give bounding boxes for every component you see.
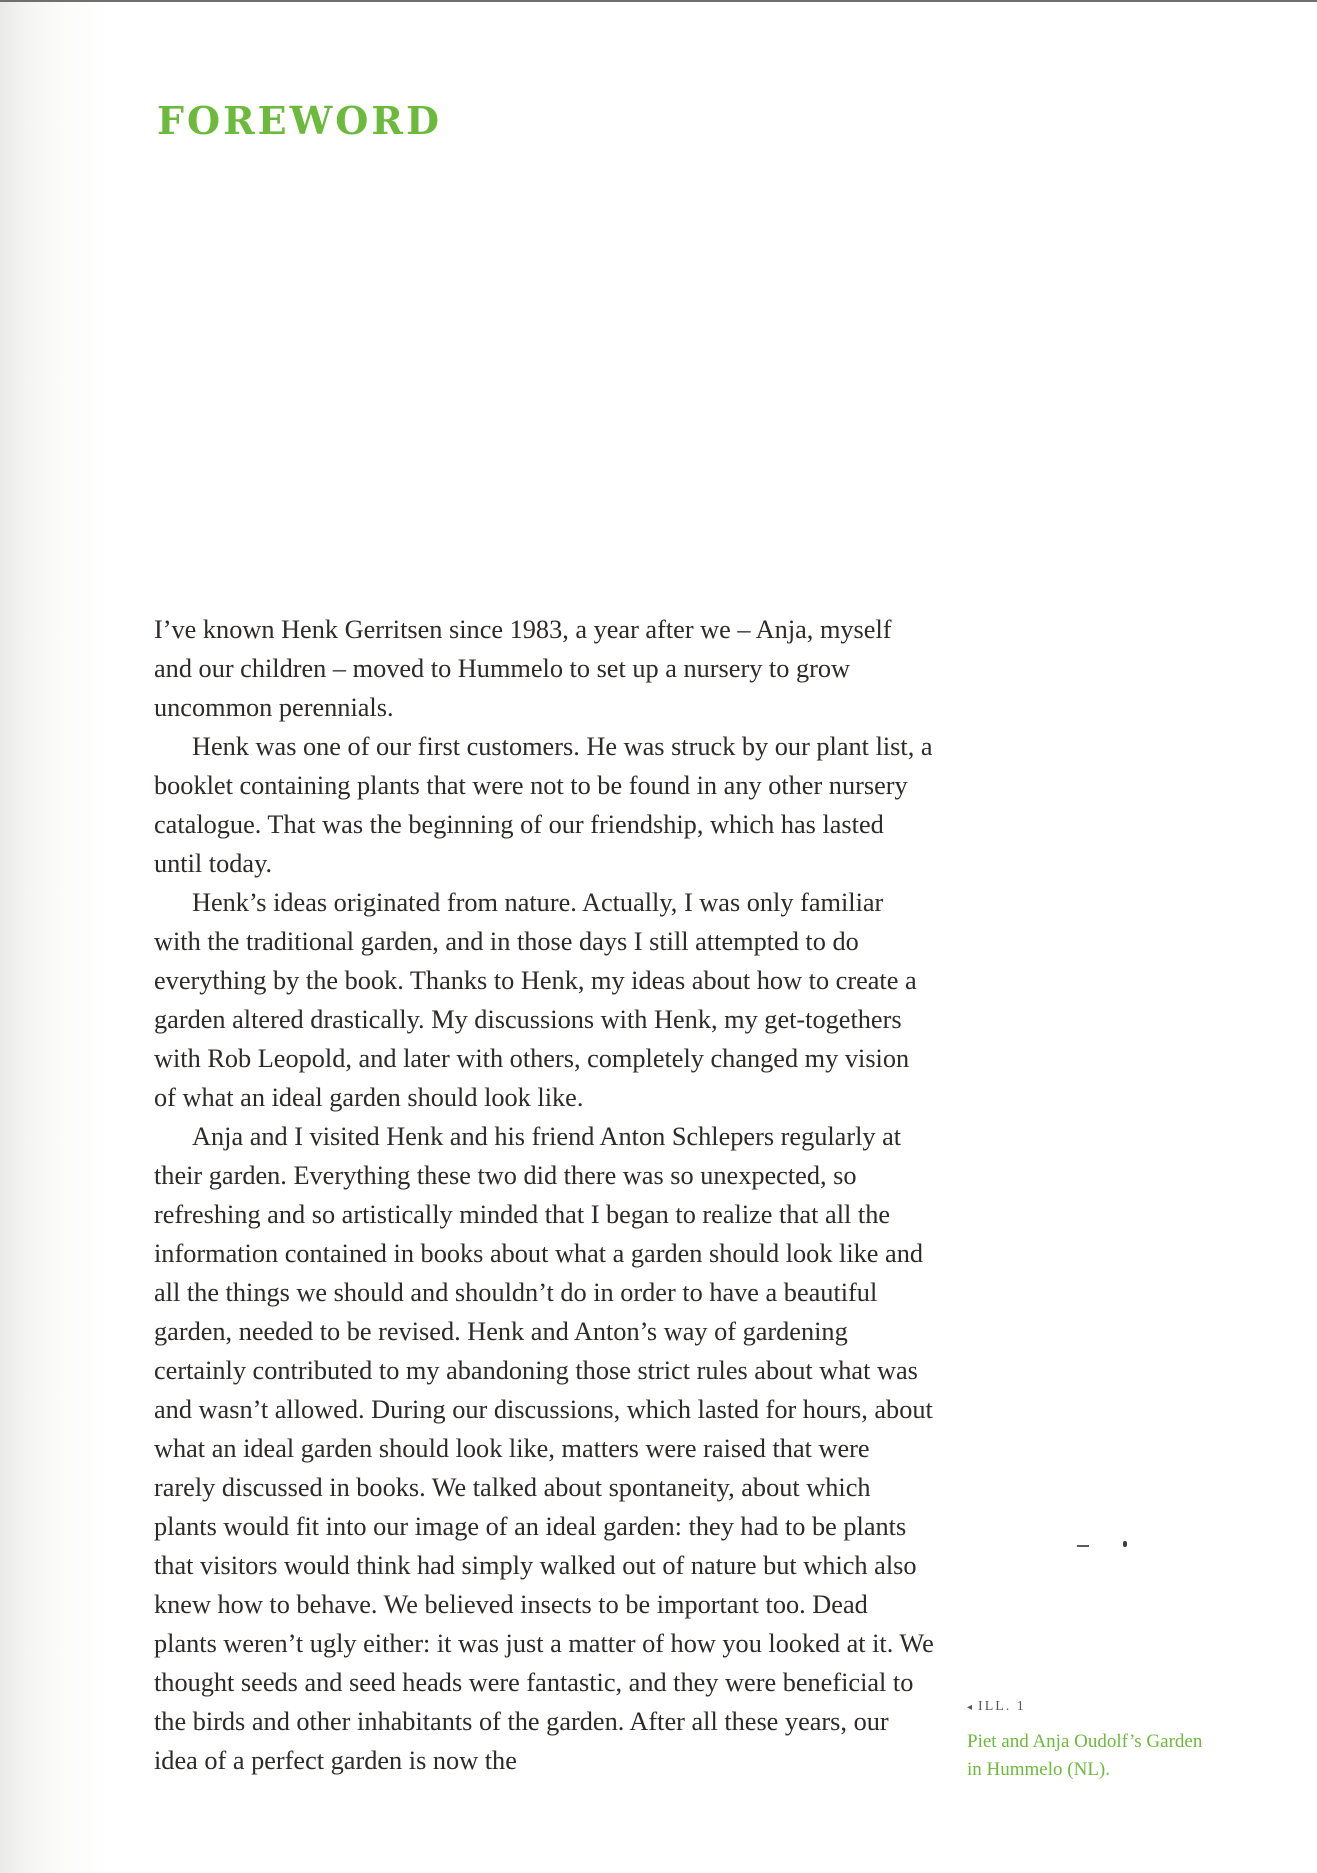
body-text <box>154 610 934 1780</box>
top-edge-rule <box>0 0 1317 2</box>
caption-label <box>967 1697 1267 1718</box>
paragraph-4: Anja and I visited Henk and his friend Anton Schlepers regularly at their garden. Everything these two did there was so unexpected, so refreshing and so artistically minded that I began to realize that all the information contained in books about what a garden should look like and all the things we should and shouldn’t do in order to have a beautiful garden, needed to be revised. Henk and Anton’s way of gardening certainly contributed to my abandoning those strict rules about what was and wasn’t allowed. During our discussions, which lasted for hours, about what an ideal garden should look like, matters were raised that were rarely discussed in books. We talked about spontaneity, about which plants would fit into our image of an ideal garden: they had to be plants that visitors would think had simply walked out of nature but which also knew how to behave. We believed insects to be important too. Dead plants weren’t ugly either: it was just a matter of how you looked at it. We thought seeds and seed heads were fantastic, and they were beneficial to the birds and other inhabitants of the garden. After all these years, our idea of a perfect garden is now the <box>154 1122 934 1775</box>
page-title: FOREWORD <box>157 98 442 143</box>
caption-line-1: Piet and Anja Oudolf’s Garden <box>967 1731 1203 1752</box>
paragraph-3: Henk’s ideas originated from nature. Actually, I was only familiar with the traditional garden, and in those days I still attempted to do everything by the book. Thanks to Henk, my ideas about how to create a garden altered drastically. My discussions with Henk, my get-togethers with Rob Leopold, and later with others, completely changed my vision of what an ideal garden should look like. <box>154 888 917 1112</box>
caption-text <box>967 1728 1267 1784</box>
caption-line-2: in Hummelo (NL). <box>967 1759 1111 1780</box>
paragraph-2: Henk was one of our first customers. He was struck by our plant list, a booklet containing plants that were not to be found in any other nursery catalogue. That was the beginning of our friendship, which has lasted until today. <box>154 732 933 878</box>
paragraph-1: I’ve known Henk Gerritsen since 1983, a year after we – Anja, myself and our children – moved to Hummelo to set up a nursery to grow uncommon perennials. <box>154 615 892 722</box>
illustration-caption <box>967 1697 1267 1784</box>
scan-speck-dot <box>1123 1541 1127 1547</box>
scan-speck <box>1077 1545 1089 1547</box>
left-arrow-icon: ◂ <box>967 1702 975 1713</box>
caption-label-text: ILL. 1 <box>978 1699 1026 1714</box>
